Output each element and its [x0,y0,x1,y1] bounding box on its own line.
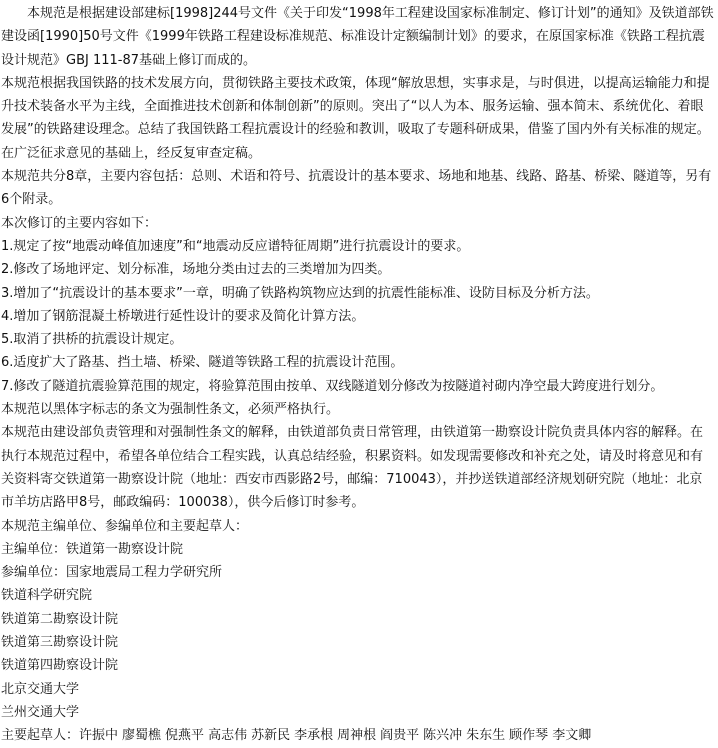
document-body [1,2,715,748]
mandatory-note: 本规范以黑体字标志的条文为强制性条文，必须严格执行。 [1,402,340,418]
drafter-name: 陈兴冲 [423,728,463,744]
participating-label: 参编单位： [1,565,67,581]
participating-unit: 国家地震局工程力学研究所 [66,565,223,581]
revision-list [1,235,715,398]
drafter-name: 高志伟 [208,728,248,744]
participating-units-list [1,584,715,724]
revision-item: 1.规定了按“地震动峰值加速度”和“地震动反应谱特征周期”进行抗震设计的要求。 [1,238,470,254]
drafter-name: 李文卿 [552,728,592,744]
participating-unit-first [1,561,715,584]
drafter-name: 周神根 [337,728,377,744]
chief-unit: 主编单位：铁道第一勘察设计院 [1,541,184,557]
drafters-line [1,724,715,747]
revision-item: 7.修改了隧道抗震验算范围的规定，将验算范围由按单、双线隧道划分修改为按隧道衬砌内净空最大跨度进行划分。 [1,378,664,394]
drafter-name: 苏新民 [251,728,291,744]
management-paragraph: 本规范由建设部负责管理和对强制性条文的解释，由铁道部负责日常管理，由铁道第一勘察设计院负责具体内容的解释。在执行本规范过程中，希望各单位结合工程实践，认真总结经验，积累资料。如发现需要修改和补充之处，请及时将意见和有关资料寄交铁道第一勘察设计院（地址：西安市西影路2号，邮编：710043），并抄送铁道部经济规划研究院（地址：北京市羊坊店路甲8号，邮政编码：100038），供今后修订时参考。 [1,425,704,511]
revision-item: 5.取消了拱桥的抗震设计规定。 [1,332,183,348]
drafter-name: 顾作琴 [509,728,549,744]
revision-item: 4.增加了钢筋混凝土桥墩进行延性设计的要求及简化计算方法。 [1,308,365,324]
chapters-paragraph: 本规范共分8章，主要内容包括：总则、术语和符号、抗震设计的基本要求、场地和地基、线路、路基、桥梁、隧道等，另有6个附录。 [1,169,712,208]
drafter-name: 廖蜀樵 [122,728,162,744]
drafter-name: 许振中 [79,728,119,744]
units-heading: 本规范主编单位、参编单位和主要起草人： [1,518,249,534]
participating-unit: 铁道第二勘察设计院 [1,611,119,627]
participating-unit: 铁道第四勘察设计院 [1,658,119,674]
revision-item: 2.修改了场地评定、划分标准，场地分类由过去的三类增加为四类。 [1,262,391,278]
drafter-name: 朱东生 [466,728,506,744]
participating-unit: 铁道第三勘察设计院 [1,635,119,651]
participating-unit: 兰州交通大学 [1,704,80,720]
revision-item: 3.增加了“抗震设计的基本要求”一章，明确了铁路构筑物应达到的抗震性能标准、设防目标及分析方法。 [1,285,599,301]
participating-unit: 北京交通大学 [1,681,80,697]
intro-paragraph: 本规范是根据建设部建标[1998]244号文件《关于印发“1998年工程建设国家标准制定、修订计划”的通知》及铁道部铁建设函[1990]50号文件《1999年铁路工程建设标准规范、标准设计定额编制计划》的要求，在原国家标准《铁路工程抗震设计规范》GBJ 111-87基础上修订而成的。 [1,6,714,68]
drafters-label: 主要起草人： [1,728,80,744]
drafter-name: 倪燕平 [165,728,205,744]
drafter-name: 李承根 [294,728,334,744]
revision-item: 6.适度扩大了路基、挡土墙、桥梁、隧道等铁路工程的抗震设计范围。 [1,355,404,371]
principles-paragraph: 本规范根据我国铁路的技术发展方向，贯彻铁路主要技术政策，体现“解放思想，实事求是，与时俱进，以提高运输能力和提升技术装备水平为主线，全面推进技术创新和体制创新”的原则。突出了“以人为本、服务运输、强本简末、系统优化、着眼发展”的铁路建设理念。总结了我国铁路工程抗震设计的经验和教训，吸取了专题科研成果，借鉴了国内外有关标准的规定。在广泛征求意见的基础上，经反复审查定稿。 [1,75,710,161]
participating-unit: 铁道科学研究院 [1,588,93,604]
drafter-name: 阎贵平 [380,728,420,744]
revision-heading: 本次修订的主要内容如下： [1,215,158,231]
